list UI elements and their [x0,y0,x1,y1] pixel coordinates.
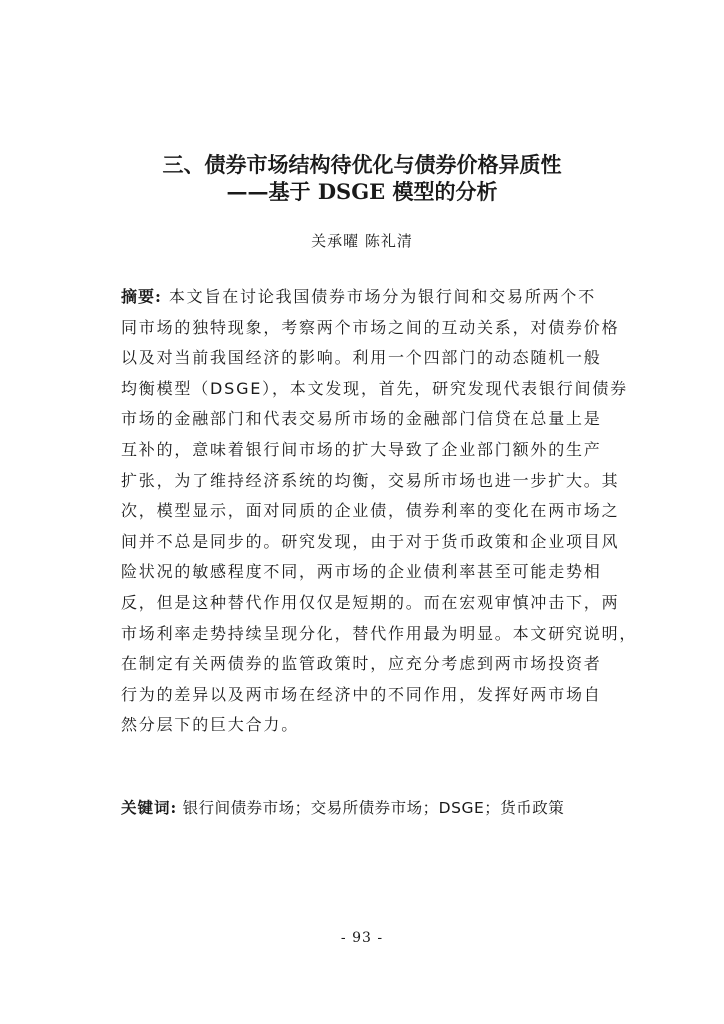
abstract-line: 险状况的敏感程度不同，两市场的企业债利率甚至可能走势相 [121,562,602,582]
page-number: - 93 - [340,930,384,946]
abstract-line [121,282,631,313]
abstract-line: 扩张，为了维持经济系统的均衡，交易所市场也进一步扩大。其 [121,470,620,490]
keywords-label: 关键词: [121,798,178,817]
abstract-line: 均衡模型（DSGE），本文发现，首先，研究发现代表银行间债券 [121,378,628,398]
authors: 关承曜 陈礼清 [311,232,413,250]
abstract-line: 市场利率走势持续呈现分化，替代作用最为明显。本文研究说明， [121,623,638,643]
paper-title-line-1: 三、债券市场结构待优化与债券价格异质性 [162,152,562,177]
keywords-text: 银行间债券市场；交易所债券市场；DSGE；货币政策 [182,799,565,817]
abstract [121,282,638,741]
abstract-line: 同市场的独特现象，考察两个市场之间的互动关系，对债券价格 [121,317,620,337]
abstract-line: 以及对当前我国经济的影响。利用一个四部门的动态随机一般 [121,348,602,368]
abstract-line: 互补的，意味着银行间市场的扩大导致了企业部门额外的生产 [121,439,602,459]
abstract-label: 摘要: [121,287,162,306]
abstract-line: 市场的金融部门和代表交易所市场的金融部门信贷在总量上是 [121,409,602,429]
abstract-line: 间并不总是同步的。研究发现，由于对于货币政策和企业项目风 [121,531,620,551]
abstract-line: 行为的差异以及两市场在经济中的不同作用，发挥好两市场自 [121,684,602,704]
abstract-line: 在制定有关两债券的监管政策时，应充分考虑到两市场投资者 [121,654,602,674]
abstract-line: 反，但是这种替代作用仅仅是短期的。而在宏观审慎冲击下，两 [121,592,620,612]
keywords [121,793,631,823]
abstract-line: 然分层下的巨大合力。 [121,715,300,735]
abstract-line: 次，模型显示，面对同质的企业债，债券利率的变化在两市场之 [121,501,620,521]
paper-title-line-2: ——基于 DSGE 模型的分析 [226,179,498,204]
abstract-text: 本文旨在讨论我国债券市场分为银行间和交易所两个不 [168,287,597,306]
